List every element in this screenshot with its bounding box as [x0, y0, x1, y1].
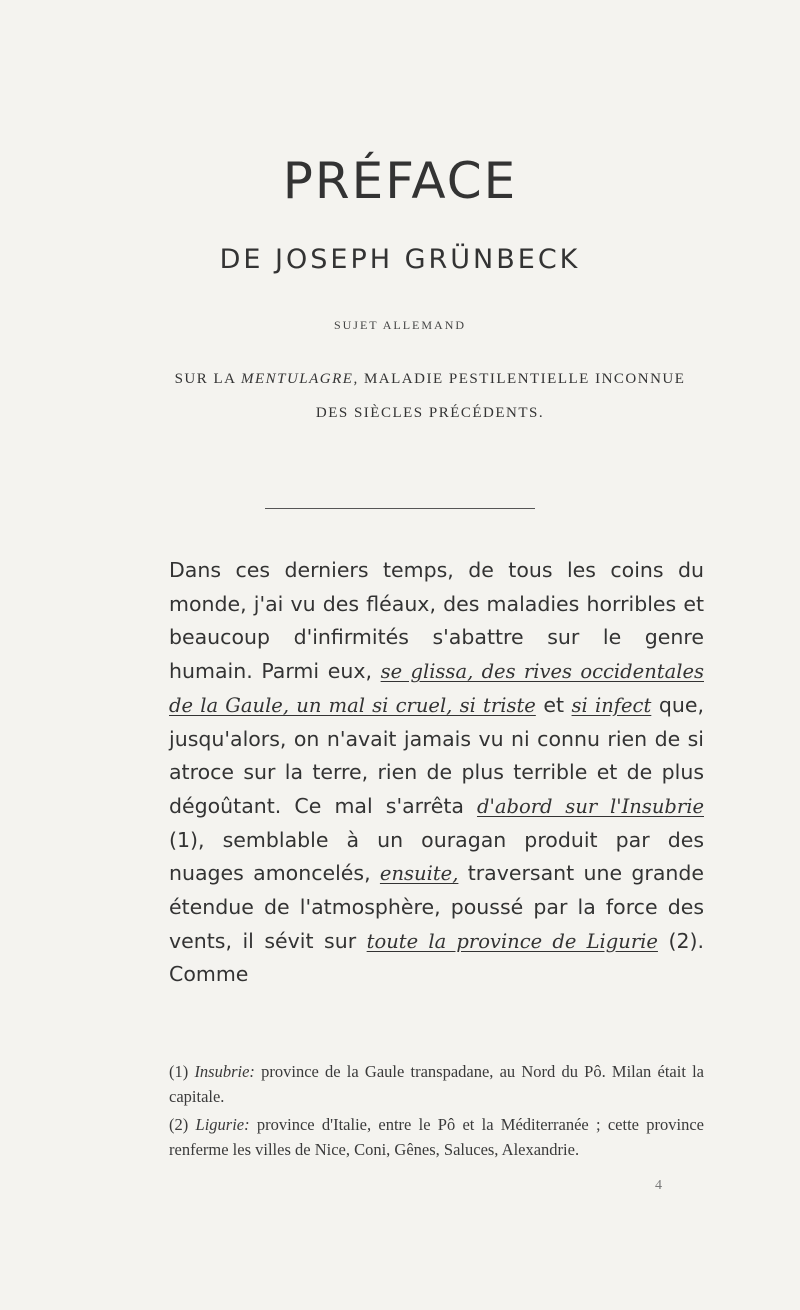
body-text-6: (2). Comme [169, 928, 704, 987]
body-italic-2: si infect [571, 693, 652, 717]
topic-heading [170, 362, 690, 430]
footnote-term: Ligurie: [195, 1115, 250, 1134]
footnote-text: province d'Italie, entre le Pô et la Méditerranée ; cette province renferme les villes de Nice, Coni, Gênes, Saluces, Alexandrie. [169, 1115, 704, 1159]
footnote [169, 1113, 704, 1162]
section-divider [265, 508, 535, 509]
page-subtitle: DE JOSEPH GRÜNBECK [219, 244, 581, 275]
body-italic-4: ensuite, [379, 862, 459, 886]
body-italic-3: d'abord sur l'Insubrie [477, 794, 704, 818]
body-italic-1: se glissa, des rives occidentales de la Gaule, un mal si cruel, si triste [169, 660, 704, 717]
author-origin: SUJET ALLEMAND [333, 318, 467, 332]
footnote-marker: (1) [169, 1062, 195, 1081]
body-italic-5: toute la province de Ligurie [366, 929, 658, 953]
body-text-1: Dans ces derniers temps, de tous les coins du monde, j'ai vu des fléaux, des maladies horribles et beaucoup d'infirmités s'abattre sur le genre humain. Parmi eux, [169, 558, 704, 684]
body-text-4: (1), semblable à un ouragan produit par des nuages amoncelés, [169, 827, 704, 886]
body-text-3: que, jusqu'alors, on n'avait jamais vu ni connu rien de si atroce sur la terre, rien de plus terrible et de plus dégoûtant. Ce mal s'arrêta [169, 692, 704, 818]
body-text-5: traversant une grande étendue de l'atmosphère, poussé par la force des vents, il sévit sur [169, 861, 705, 953]
footnote-term: Insubrie: [194, 1062, 255, 1081]
footnote [169, 1060, 704, 1109]
body-text-2: et [535, 692, 572, 717]
topic-prefix: SUR LA [174, 371, 241, 387]
body-paragraph [169, 554, 704, 992]
footnotes [169, 1060, 704, 1166]
page-title: PRÉFACE [282, 152, 518, 210]
topic-suffix: MALADIE PESTILENTIELLE INCONNUE [358, 371, 686, 387]
footnote-text: province de la Gaule transpadane, au Nord du Pô. Milan était la capitale. [169, 1062, 704, 1106]
page-number: 4 [655, 1178, 662, 1193]
topic-line2: DES SIÈCLES PRÉCÉDENTS. [315, 405, 545, 421]
footnote-marker: (2) [169, 1115, 196, 1134]
topic-work-title: MENTULAGRE, [240, 371, 359, 387]
